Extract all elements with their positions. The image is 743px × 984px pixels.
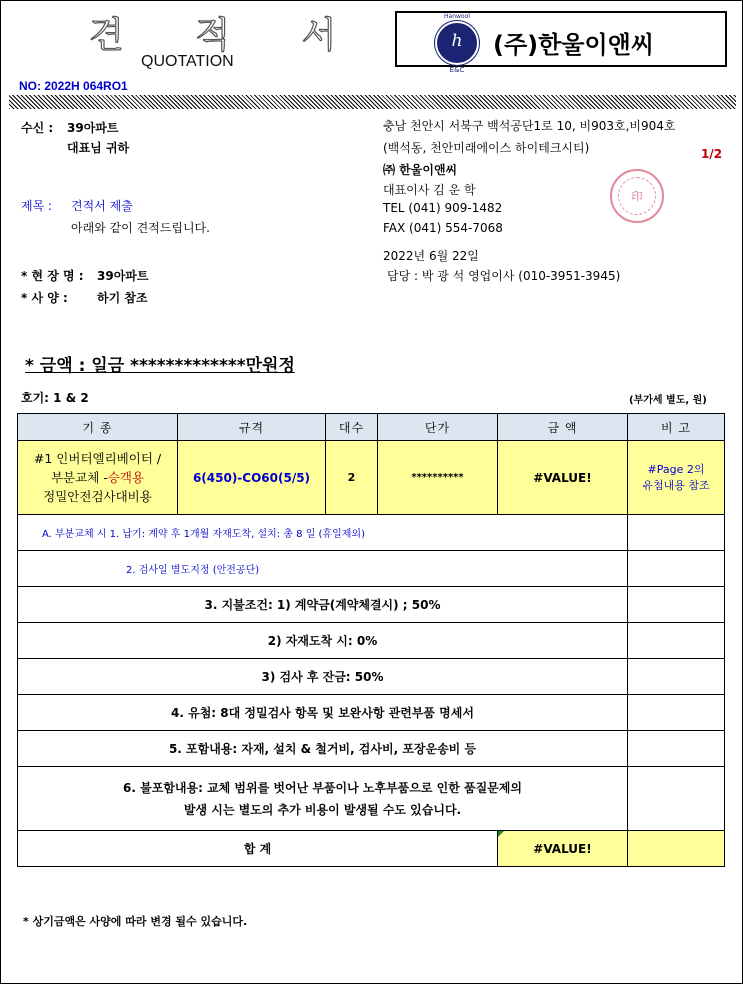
unit-label: 호기: 1 & 2 [21, 391, 89, 405]
company-seal-stamp: 印 [610, 169, 664, 223]
recipient-label: 수신 : [21, 121, 54, 135]
total-label: 합 계 [18, 831, 498, 867]
recipient-value: 39아파트 [67, 121, 119, 135]
table-row [18, 767, 725, 831]
subject-value: 견적서 제출 [71, 199, 133, 213]
sender-ceo: 대표이사 김 운 학 [383, 183, 476, 197]
table-total-row [18, 831, 725, 867]
item-model-cell: #1 인버터엘리베이터 / 부분교체 -승객용 정밀안전검사대비용 [18, 441, 178, 515]
table-row [18, 587, 725, 623]
document-subtitle: QUOTATION [141, 53, 234, 70]
header-model: 기 종 [18, 414, 178, 441]
subject-label: 제목 : [21, 199, 53, 213]
sender-fax: FAX (041) 554-7068 [383, 221, 503, 235]
sender-company: ㈜ 한울이앤씨 [383, 163, 458, 177]
note-payment-balance: 3) 검사 후 잔금: 50% [18, 659, 628, 695]
header-amount: 금 액 [498, 414, 628, 441]
site-label: * 현 장 명 : [21, 269, 84, 283]
table-row [18, 731, 725, 767]
cell-error-marker-icon [498, 831, 504, 837]
document-title: 견 적 서 [89, 15, 367, 56]
item-note-cell: #Page 2의 유첨내용 참조 [628, 441, 725, 515]
note-payment-material: 2) 자재도착 시: 0% [18, 623, 628, 659]
header-unit-price: 단가 [378, 414, 498, 441]
header-spec: 규격 [178, 414, 326, 441]
quotation-table [17, 413, 725, 867]
footer-note: * 상기금액은 사양에 따라 변경 될수 있습니다. [23, 915, 248, 928]
note-inclusions: 5. 포함내용: 자재, 설치 & 철거비, 검사비, 포장운송비 등 [18, 731, 628, 767]
recipient-sub: 대표님 귀하 [67, 141, 130, 155]
header-hatch-divider [9, 95, 736, 109]
header-qty: 대수 [326, 414, 378, 441]
table-row [18, 441, 725, 515]
note-attachment: 4. 유첨: 8대 정밀검사 항목 및 보완사항 관련부품 명세서 [18, 695, 628, 731]
spec-value: 하기 참조 [97, 291, 148, 305]
subject-note: 아래와 같이 견적드립니다. [71, 221, 210, 235]
sender-address-line2: (백석동, 천안미래에이스 하이테크시티) [383, 141, 590, 155]
table-row [18, 623, 725, 659]
page-indicator: 1/2 [701, 147, 723, 161]
table-row [18, 695, 725, 731]
sender-tel: TEL (041) 909-1482 [383, 201, 503, 215]
document-number: NO: 2022H 064RO1 [19, 79, 128, 93]
item-spec-cell: 6(450)-CO60(5/5) [178, 441, 326, 515]
item-unit-price-cell: ********** [378, 441, 498, 515]
table-row [18, 515, 725, 551]
site-value: 39아파트 [97, 269, 149, 283]
note-payment-terms: 3. 지불조건: 1) 계약금(계약체결시) ; 50% [18, 587, 628, 623]
total-value-cell: #VALUE! [498, 831, 628, 867]
header-note: 비 고 [628, 414, 725, 441]
sender-address-line1: 충남 천안시 서북구 백석공단1로 10, 비903호,비904호 [383, 119, 676, 133]
table-row [18, 551, 725, 587]
company-logo-box [395, 11, 727, 74]
table-row [18, 659, 725, 695]
company-logo-icon: Hanwool h E&C [435, 21, 479, 65]
item-amount-cell: #VALUE! [498, 441, 628, 515]
sender-contact: 담당 : 박 광 석 영업이사 (010-3951-3945) [387, 269, 621, 283]
note-inspection-date: 2. 검사일 별도지정 (안전공단) [18, 551, 628, 587]
quote-date: 2022년 6월 22일 [383, 249, 479, 263]
total-amount-line: * 금액 : 일금 *************만원정 [25, 356, 295, 376]
note-delivery: A. 부분교체 시 1. 납기: 계약 후 1개월 자재도착, 설치: 총 8 일 (휴일제외) [18, 515, 628, 551]
note-exclusions: 6. 불포함내용: 교체 범위를 벗어난 부품이나 노후부품으로 인한 품질문제의 발생 시는 별도의 추가 비용이 발생될 수도 있습니다. [18, 767, 628, 831]
table-header-row [18, 414, 725, 441]
item-qty-cell: 2 [326, 441, 378, 515]
spec-label: * 사 양 : [21, 291, 68, 305]
company-logo-name: (주)한울이앤씨 [493, 31, 655, 59]
vat-note: (부가세 별도, 원) [629, 395, 707, 406]
